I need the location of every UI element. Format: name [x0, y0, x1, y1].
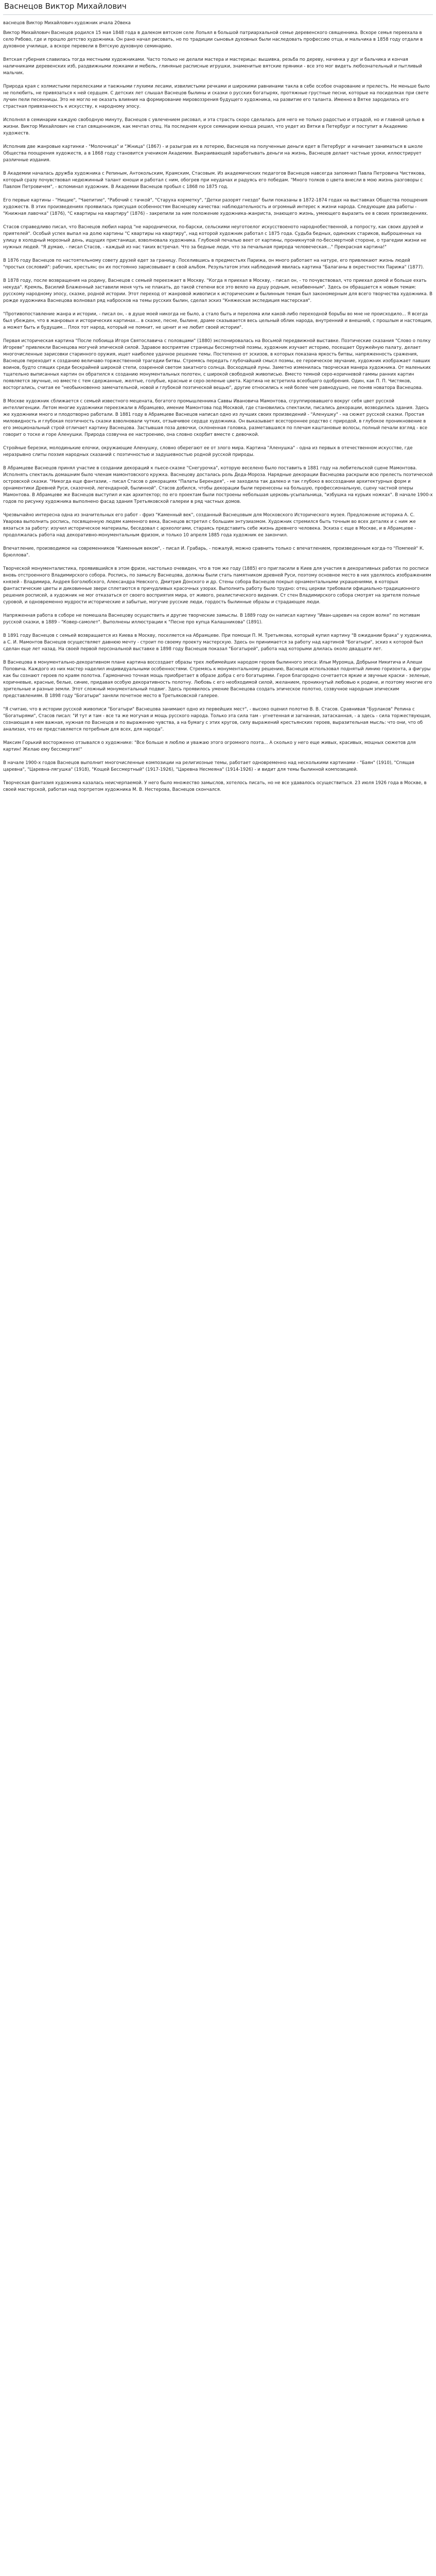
- article-body: [3, 30, 433, 793]
- page-subtitle: васнецов Виктор Михайлович-художник ичала 20века: [3, 21, 131, 26]
- article-paragraph: В Абрамцеве Васнецов принял участие в создании декораций к пьесе-сказке "Снегурочка", которую веселено было поставить в 1881 году на любительской сцене Мамонтова. Исполнять спектакль домашним было членам мамонтовского кружка. Васнецову досталась роль Деда-Мороза. Нарядные декорации Васнецова раскрыли всю прелесть поэтической островской сказки. "Никогда еще фантазии, - писал Стасов о декорациях "Палаты Берендея", - не заходила так далеко и так глубоко в воссоздании архитектурных форм и орнаментики Древней Руси, сказочной, легендарной, былинной". Стасов добился, чтобы декорации были перенесены на большую, профессиональную, сцену частной оперы Мамонтова. В Абрамцеве же Васнецов выступил и как архитектор; по его проектам были построены небольшая церковь-усыпальница, "избушка на курьих ножках". В начале 1900-х годов по рисунку художника выполнено фасад здания Третьяковской галереи в ряд частных домов.: [3, 466, 433, 504]
- page-title: Васнецов Виктор Михайлович: [4, 2, 127, 11]
- article-paragraph: Чрезвычайно интересна одна из значительных его работ - фриз "Каменный век", созданный Васнецовым для Московского Исторического музея. Предложение историка А. С. Уварова выполнить роспись, посвященную людям каменного века, Васнецов встретил с большим энтузиазмом. Художник стремился быть точным во всех деталях и с ним же вязаться за работу: изучил историческое материалы, беседовал с археологами, стараясь представить себе жизнь древнего человека. Эскиза с еще в Москве, и в Абрамцеве - продолжалась работа над декоративно-монументальным фризом, и только 10 апреля 1885 года художник ее закончил.: [3, 513, 416, 538]
- article-paragraph: В Москве художник сближается с семьей известного мецената, богатого промышленника Саввы Ивановича Мамонтова, сгруппировавшего вокруг себя цвет русской интеллигенции. Летом многие художники переезжали в Абрамцево, имение Мамонтова под Москвой, где становились спектакли, писались декорации, возводились здания. Здесь же художники много и плодотворно работали. В 1881 году в Абрамцеве Васнецов написал одно из лучших своих произведений - "Аленушку" - на сюжет русской сказки. Простая миловидность и глубокая поэтичность сказки взволновали чутких, отзывчивое сердце художника. Он выказывает всестороннее родство с природой, в глубокое проникновение в его эмоциональный строй отличает картину Васнецова. Застывшая поза девочки, склоненная головка, разметавшаяся по плечам каштановые волосы, полный печали взгляд - все говорит о тоске и горе Аленушки. Природа созвучна ее настроению, она словно скорбит вместе с девочкой.: [3, 399, 429, 437]
- article-paragraph: В 1878 году, после возвращения на родину, Васнецов с семьей переезжает в Москву. "Когда я приехал в Москву, - писал он, - то почувствовал, что приехал домой и больше ехать некуда". Кремль, Василий Блаженный заставили меня чуть не плакать, до такой степени все это веяло на душу родным, незабвенным". Здесь он обращается к новым темам: русскому народному эпосу, сказке, родной истории. Этот переход от жанровой живописи к историческим и былинным темам был закономерным для всего творчества художника. В рожде художника Васнецова волновал ряд набросков на темы русских былин, сделал эскиз "Княжеская экспедиция мастерская".: [3, 278, 432, 303]
- article-paragraph: Вятская губерния славилась тогда местными художниками. Часто только не делали мастера и мастерицы: вышивка, резьба по дереву, начинка у дуг и бальчика и кончая наличниками деревенских изб, раздвижными ложками и мебель, глиняные расписные игрушки, знаменитые вятские пряники - все это мог видеть любознательный и пытливый мальчик.: [3, 57, 422, 76]
- article-paragraph: Напряженная работа в соборе не помешала Васнецову осуществить и другие творческие замыслы. В 1889 году он написал картину "Иван-царевич на сером волке" по мотивам русской сказки, в 1889 - "Ковер-самолет". Выполнены иллюстрации к "Песне про купца Калашникова" (1891).: [3, 613, 420, 625]
- article-paragraph: Стасов справедливо писал, что Васнецов любил народ "не народнически, по-барски, сельскими неуготоелог искусствоеното народнобественной, а попросту, как своих друзей и приятелей". Особый успех выпал на долю картины "С квартиры на квартиру", над которой художник работал с 1875 года. Судьба бедных, одиноких стариков, выброшенных на улицу в холодный морозный день, ищущих пристанище, взволновала художника. Глубокой печалью веет от картины, проникнутой по-бессмертной стороне, о трагедии жизни не нужных людей. "Я думаю, - писал Стасов, - каждый из нас таких встречал. Что за бедные люди, что за печальная природа человеческая..." Прекрасная картина!": [3, 225, 427, 250]
- article-paragraph: Максим Горький восторженно отзывался о художнике: "Все больше я люблю и уважаю этого огромного поэта... А сколько у него еще живых, красивых, мощных сюжетов для картин! Желаю ему бессмертия!": [3, 740, 416, 752]
- article-paragraph: В Васнецова в монументально-декоративном плане картина воссоздает образы трех любимейших народом героев былинного эпоса: Ильи Муромца, Добрыни Никитича и Алеши Поповича. Каждого из них мастер наделил индивидуальными особенностями. Стремясь к монументальному решению, Васнецов использовал поднятый линию горизонта, а фигуры как бы сознают героев по краям полотна. Гармонично точная мощь приобретает в образе добра с его богатырями. Героя благородно сочетается яркие и звучные краски - зеленые, коричневые, красные, белые, синие, придавая особую декоративность полотну. Любовь с его необходимой силой, желанием, проникнутый любовью к родине, и поэтому многие его зрительные и разные земли. Этот сложный монументальный подвиг. Здесь проявилось умение Васнецова создать эпическое полотно, созвучное народным эпическим представлениям. В 1898 году "Богатыри" заняли почетное место в Третьяковской галерее.: [3, 660, 432, 699]
- article-paragraph: Стройные березки, молодинькие елочки, окружающие Аленушку, словно оберегают ее от злого мира. Картина "Аленушка" - одна из первых в отечественном искусстве, где неразрывно слиты поэзия народных сказаний с поэтичностью и задушевностью родной русской природы.: [3, 446, 413, 457]
- article-paragraph: В 1891 году Васнецов с семьей возвращается из Киева в Москву, поселяется на Абрамцеве. При помощи П. М. Третьякова, который купил картину "В ожидании брака" у художника, а С. И. Мамонтов Васнецов осуществляет давнюю мечту - строит по своему проекту мастерскую. Здесь он принимается за работу над картиной "Богатыри", эскиз к которой был сделан еще лет назад. На своей первой персональной выставке в 1898 году Васнецов показал "Богатырей", работа над которыми длилась около двадцати лет.: [3, 633, 432, 652]
- article-paragraph: В 1876 году Васнецов по настоятельному совету друзей едет за границу. Поселившись в предместьях Парижа, он много работает на натуре, его привлекают жизнь людей "простых сословий": рабочих, крестьян; он их постоянно зарисовывает в свой альбом. Результатом этих наблюдений явилась картина "Балаганы в окрестностях Парижа" (1877).: [3, 258, 424, 270]
- article-paragraph: Исполнив две жанровые картинки - "Молочница" и "Жница" (1867) - и разыграв их в лотерею, Васнецов на полученные деньги едет в Петербург и начинает заниматься в школе Общества поощрения художеств, а в 1868 году становится учеником Академии. Выкраивающей заработывать деньги на жизнь, Васнецов делает частные уроки, иллюстрирует различные издания.: [3, 144, 423, 163]
- page: [0, 0, 436, 793]
- article-paragraph: Творческой монументалистика, проявившийся в этом фризе, настолько очевиден, что в том же году (1885) его пригласили в Киев для участия в декоративных работах по росписи вновь отстроенного Владимирского собора. Роспись, по замыслу Васнецова, должны были стать памятником древней Руси, поэтому основное место в них уделялось изображениям князей - Владимира, Андрея Боголюбского, Александра Невского, Дмитрия Донского и др. Стены собора Васнецов покрыл орнаментальными украшениями, в которых фантастические цветы и диковинные звери сплетаются в причудливых красочных узорах. Выполнить работу было трудно: отец церкви требовали официально-традиционного решения росписей, а художник не мог отказаться от своего восприятия мира, от живого, реалистического видения. Ст стен Владимирского собора смотрят на зрителя полные суровой, и одновременно мудрости исторические и забытые, могучие русские люди, гордость былинные образы и страдающее люди.: [3, 566, 431, 605]
- article-paragraph: "Я считаю, что в истории русской живописи "Богатыри" Васнецова занимают одно из первейших мест", - высоко оценил полотно В. В. Стасов. Сравнивая "Бурлаков" Репина с "Богатырями", Стасов писал: "И тут и там - все та же могучая и мощь русского народа. Только эта сила там - угнетенная и загнанная, затасканная, - а здесь - сила торжествующая, сознающая в нем важная, нужная по Васнецов и по выражению чувства, а на бумагу с этих кругов, силу выражений крестьянских героев, выразительная мысль: что они, что об анализах, что ее представляется потребным для всех, для народа".: [3, 707, 431, 732]
- article-paragraph: Его первые картины - "Нищие", "Чаепитие", "Рабочий с тачкой", "Старуха корметку", "Детки разорят гнездо" были показаны в 1872-1874 годах на выставках Общества поощрения художеств. В этих произведениях проявилась присущая особенностям Васнецову качества: наблюдательность и огромный интерес к жизни народа. Следующие два работы - "Книжная лавочка" (1876), "С квартиры на квартиру" (1876) - закрепили за ним положение художника-жанриста, знающего жизнь, умеющего выразить ее в своих произведениях.: [3, 198, 428, 216]
- article-paragraph: В Академии началась дружба художника с Репиным, Антокольским, Крамским, Стасовым. Из академических педагогов Васнецов навсегда запомнил Павла Петровича Чистякова, который сразу почувствовал недюжинный талант юноши и работал с ним, обогрев при неудачах и радуясь его победам. "Много толков о цвета внесли в мою жизнь разговоры с Павлом Петровичем", - вспоминал художник. В Академии Васнецов пробыл с 1868 по 1875 год.: [3, 171, 426, 190]
- article-paragraph: Виктор Михайлович Васнецов родился 15 мая 1848 года в далеком вятском селе Лопьял в большой патриархальной семье деревенского священника. Вскоре семья переехала в село Рябово, где и прошло детство художника. Он рано начал рисовать, но по традиции сыновья духовных были наследовать профессию отца, и мальчика в 1858 году отдали в духовное училище, а вскоре перевели в Вятскую духовную семинарию.: [3, 30, 423, 49]
- title-divider: [3, 14, 433, 15]
- article-paragraph: Первая историческая картина "После побоища Игоря Святославича с половцами" (1880) экспонировалась на Восьмой передвижной выставке. Поэтические сказания "Слово о полку Игореве" привлекли Васнецова могучей эпической силой. Здравое восприятие страницы бессмертной поэмы, художник изучает историю, посещает Оружейную палату, делает многочисленные зарисовки старинного оружия, ищет наиболее удачное решение темы. Постепенно от эскизов, в которых показана яркость битвы, напряженность сражения, Васнецов переходит к созданию величаво-торжественной трагедии битвы. Стремясь передать глубочайший смысл поэмы, ее героическое звучание, художник изображает павших воинов, будто спящих среди бескрайней широкой степи, озаренной светом закатного солнца. Восходящей луны. Заметно изменилась творческая манера художника. От маленьких тщательно выписанных картин он обратился к созданию монументальных полотен, с широкой свободной живописью. Вместо темной серо-коричневой гаммы ранних картин появляется звучные, но вместе с тем сдержанные, желтые, голубые, красные и серо-зеленые цвета. Картина не встретила всеобщего одобрения. Один, как П. П. Чистяков, восторгались, считая ее "необыкновенно замечательной, новой и глубокой поэтической вещью", другие относились к ней более чем равнодушно, не поняв новатора Васнецова.: [3, 338, 431, 391]
- article-paragraph: "Противопоставление жанра и истории, - писал он, - в душе моей никогда не было, а стало быть и перелома или какой-либо переходной борьбы во мне не происходило... Я всегда был убежден, что в жанровых и исторических картинах... в сказке, песне, былине, драме сказывается весь цельный облик народа, внутренний и внешний, с прошлым и настоящим, а может быть и будущим... Плох тот народ, который не помнит, не ценит и не любит своей истории".: [3, 312, 432, 330]
- article-paragraph: В начале 1900-х годов Васнецов выполнит многочисленные композиции на религиозные темы, работает одновременно над несколькими картинами - "Баян" (1910), "Спящая царевна", "Царевна-лягушка" (1918), "Кощей Бессмертный" (1917-1926), "Царевна Несмеяна" (1914-1926) - и видит для темы былинной композицией.: [3, 760, 414, 772]
- article-paragraph: Впечатление, производимое на современников "Каменным веком", - писал И. Грабарь, - пожалуй, можно сравнить только с впечатлением, произведенным когда-то "Помпеей" К. Брюллова".: [3, 546, 424, 558]
- article-paragraph: Творческая фантазия художника казалась неисчерпаемой. У него было множество замыслов, хотелось писать, но не все удавалось осуществиться. 23 июля 1926 года в Москве, в своей мастерской, работая над портретом художника М. В. Нестерова, Васнецов скончался.: [3, 781, 427, 792]
- article-paragraph: Природа края с холмистыми перелесками и таежными глухими лесами, извилистыми речками и широкими равнинами такла в себе особое очарование и прелесть. Не меньше было не полюбить, не привязаться к ней сердцем. С детских лет слышал Васнецов былины и сказки о русских богатырях, протяжные грустные песни, которые на посиделках при свете лучин пели песенницы. Это не могло не оказать влияния на формирование мировоззрения будущего художника, на развитие его таланта. Именно в Вятке зародилась его страстная привязанность к искусству, к народному эпосу.: [3, 84, 430, 109]
- article-paragraph: Исполнял в семинарии каждую свободную минуту, Васнецов с увлечением рисовал, и эта страсть скоро сделалась для него не только радостью и отрадой, но и главной целью в жизни. Виктор Михайлович не стал священником, как мечтал отец. На последнем курсе семинарии юноша решил, что уедет из Вятки в Петербург и поступит в Академию художеств.: [3, 117, 425, 136]
